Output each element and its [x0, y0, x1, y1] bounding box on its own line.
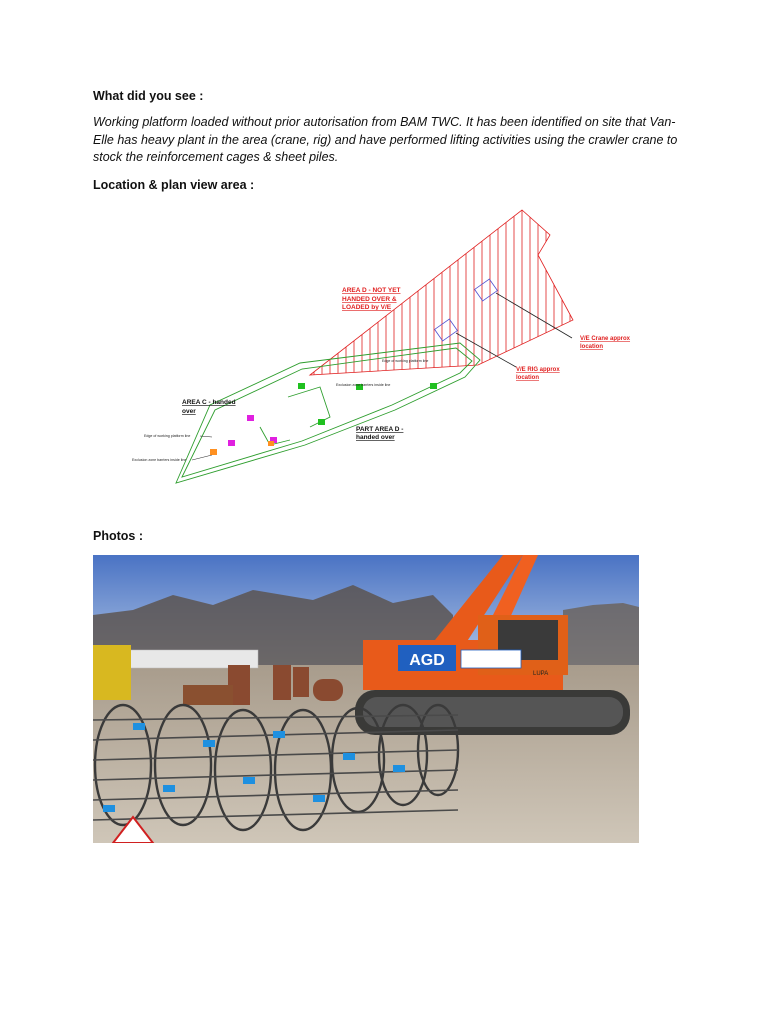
note-edge-platform-left: Edge of working platform line: [144, 434, 191, 438]
heading-photos: Photos :: [93, 529, 143, 543]
label-area-d-line3: LOADED by V/E: [342, 304, 392, 311]
observation-text: Working platform loaded without prior autorisation from BAM TWC. It has been identified on site that Van-Elle has heavy plant in the area (crane, rig) and have performed lifting activities using the crawler crane to stock the reinforcement cages & sheet piles.: [93, 115, 678, 164]
note-exclusion-left: Exclusion zone barriers inside line: [132, 458, 187, 462]
label-crane-line2: location: [580, 344, 604, 350]
note-edge-platform-top: Edge of working platform line: [382, 359, 429, 363]
label-area-c-line2: over: [182, 408, 196, 415]
label-area-c-line1: AREA C - handed: [182, 399, 236, 406]
label-rig-line1: V/E RIG approx: [516, 367, 560, 373]
site-photo: [93, 555, 639, 843]
label-part-d-line1: PART AREA D -: [356, 426, 404, 433]
crane-logo-text: AGD: [409, 652, 445, 669]
label-rig-line2: location: [516, 375, 540, 381]
note-exclusion-mid: Exclusion zone barriers inside line: [336, 383, 391, 387]
equipment-markers: [210, 383, 437, 455]
label-part-d-line2: handed over: [356, 434, 395, 441]
label-crane-line1: V/E Crane approx: [580, 336, 631, 342]
plan-view-diagram: [120, 205, 680, 495]
crane-brand-text: LUPA: [533, 671, 549, 677]
heading-what-did-you-see: What did you see :: [93, 89, 204, 103]
label-area-d-line1: AREA D - NOT YET: [342, 287, 401, 294]
heading-location: Location & plan view area :: [93, 178, 255, 192]
label-area-d-line2: HANDED OVER &: [342, 296, 397, 303]
